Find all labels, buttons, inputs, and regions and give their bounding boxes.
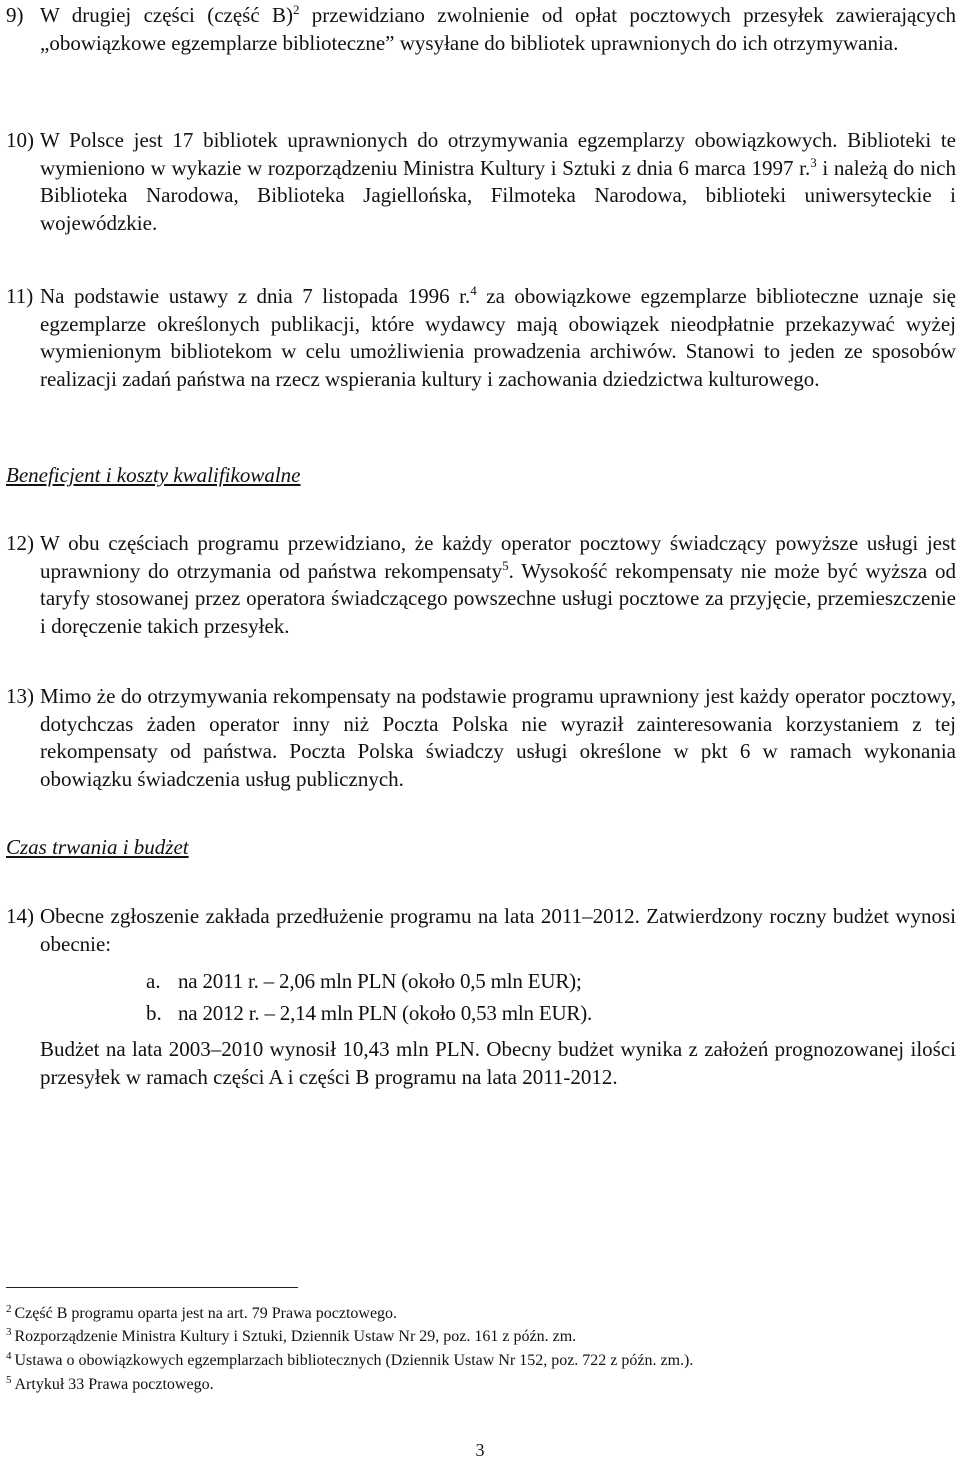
paragraph-body bbox=[40, 127, 956, 237]
footnote-text: Ustawa o obowiązkowych egzemplarzach bibliotecznych (Dziennik Ustaw Nr 152, poz. 722 z późn. zm.). bbox=[14, 1352, 694, 1369]
paragraph-number: 9) bbox=[6, 3, 24, 27]
paragraph-number: 10) bbox=[6, 128, 34, 152]
budget-text: na 2012 r. – 2,14 mln PLN (około 0,53 mln EUR). bbox=[178, 1001, 593, 1025]
list-marker: a. bbox=[146, 969, 161, 993]
paragraph-number: 14) bbox=[6, 904, 34, 928]
footnote-number: 4 bbox=[6, 1349, 12, 1362]
paragraph-text: przewidziano zwolnienie od opłat pocztowych przesyłek zawierających „obowiązkowe egzemplarze biblioteczne” wysyłane do bibliotek uprawnionych do ich otrzymywania. bbox=[40, 3, 957, 55]
budget-text: na 2011 r. – 2,06 mln PLN (około 0,5 mln EUR); bbox=[178, 969, 582, 993]
footnote-text: Rozporządzenie Ministra Kultury i Sztuki, Dziennik Ustaw Nr 29, poz. 161 z późn. zm. bbox=[14, 1328, 577, 1345]
paragraph-body: Obecne zgłoszenie zakłada przedłużenie programu na lata 2011–2012. Zatwierdzony roczny budżet wynosi obecnie: bbox=[40, 904, 956, 956]
paragraph-text: Na podstawie ustawy z dnia 7 listopada 1996 r. bbox=[40, 284, 471, 308]
footnote-ref[interactable]: 4 bbox=[470, 283, 477, 298]
paragraph-12 bbox=[6, 530, 956, 640]
paragraph-text: za obowiązkowe egzemplarze biblioteczne uznaje się egzemplarze określonych publikacji, które wydawcy mają obowiązek nieodpłatnie przekazywać wyżej wymienionym bibliotekom w celu umożliwienia prowadzenia archiwów. Stanowi to jeden ze sposobów realizacji zadań państwa na rzecz wspierania kultury i zachowania dziedzictwa kulturowego. bbox=[40, 284, 956, 391]
footnote-5 bbox=[6, 1374, 214, 1396]
footnote-ref[interactable]: 2 bbox=[292, 2, 300, 17]
paragraph-14 bbox=[6, 903, 956, 958]
footnote-number: 5 bbox=[6, 1373, 12, 1386]
paragraph-text: W Polsce jest 17 bibliotek uprawnionych do otrzymywania egzemplarzy obowiązkowych. Biblioteki te wymieniono w wykazie w rozporządzeniu Ministra Kultury i Sztuki z dnia 6 marca 1997 r. bbox=[40, 128, 956, 180]
paragraph-body: Budżet na lata 2003–2010 wynosił 10,43 mln PLN. Obecny budżet wynika z założeń prognozowanej ilości przesyłek w ramach części A i części B programu na lata 2011-2012. bbox=[40, 1037, 956, 1089]
footnote-number: 2 bbox=[6, 1302, 12, 1315]
paragraph-body bbox=[40, 530, 956, 640]
footnote-4 bbox=[6, 1350, 693, 1372]
paragraph-body: Mimo że do otrzymywania rekompensaty na podstawie programu uprawniony jest każdy operator pocztowy, dotychczas żaden operator inny niż Poczta Polska nie wyraził zainteresowania korzystaniem z tej rekompensaty od państwa. Poczta Polska świadczy usługi określone w pkt 6 w ramach wykonania obowiązku świadczenia usług publicznych. bbox=[40, 684, 956, 791]
paragraph-9 bbox=[6, 2, 956, 57]
paragraph-13 bbox=[6, 683, 956, 793]
paragraph-text: W drugiej części (część B) bbox=[40, 3, 293, 27]
footnote-2 bbox=[6, 1303, 397, 1325]
paragraph-text: . Wysokość rekompensaty nie może być wyższa od taryfy stosowanej przez operatora świadczącego powszechne usługi pocztowe za przyjęcie, przemieszczenie i doręczenie takich przesyłek. bbox=[40, 558, 956, 638]
section-heading-beneficjent: Beneficjent i koszty kwalifikowalne bbox=[6, 463, 301, 487]
paragraph-11 bbox=[6, 283, 956, 393]
list-marker: b. bbox=[146, 1001, 162, 1025]
paragraph-10 bbox=[6, 127, 956, 237]
footnote-ref[interactable]: 5 bbox=[502, 557, 509, 573]
page-number: 3 bbox=[475, 1440, 485, 1460]
budget-item-b bbox=[146, 1000, 592, 1027]
paragraph-number: 13) bbox=[6, 684, 34, 708]
footnote-ref[interactable]: 3 bbox=[810, 154, 817, 170]
section-heading-czas: Czas trwania i budżet bbox=[6, 835, 189, 859]
paragraph-text: W obu częściach programu przewidziano, że każdy operator pocztowy świadczący powyższe usługi jest uprawniony do otrzymania od państwa rekompensaty bbox=[40, 531, 956, 583]
footnote-number: 3 bbox=[6, 1325, 12, 1338]
budget-item-a bbox=[146, 968, 582, 995]
paragraph-text: i należą do nich Biblioteka Narodowa, Biblioteka Jagiellońska, Filmoteka Narodowa, biblioteki uniwersyteckie i wojewódzkie. bbox=[40, 155, 957, 235]
paragraph-body bbox=[40, 283, 956, 393]
paragraph-budget-history bbox=[6, 1036, 956, 1091]
footnote-text: Część B programu oparta jest na art. 79 Prawa pocztowego. bbox=[14, 1305, 398, 1322]
paragraph-number: 11) bbox=[6, 284, 34, 308]
footnote-separator bbox=[6, 1287, 298, 1288]
footnote-3 bbox=[6, 1326, 576, 1348]
footnote-text: Artykuł 33 Prawa pocztowego. bbox=[14, 1376, 214, 1393]
paragraph-body bbox=[40, 2, 956, 57]
paragraph-number: 12) bbox=[6, 531, 34, 555]
